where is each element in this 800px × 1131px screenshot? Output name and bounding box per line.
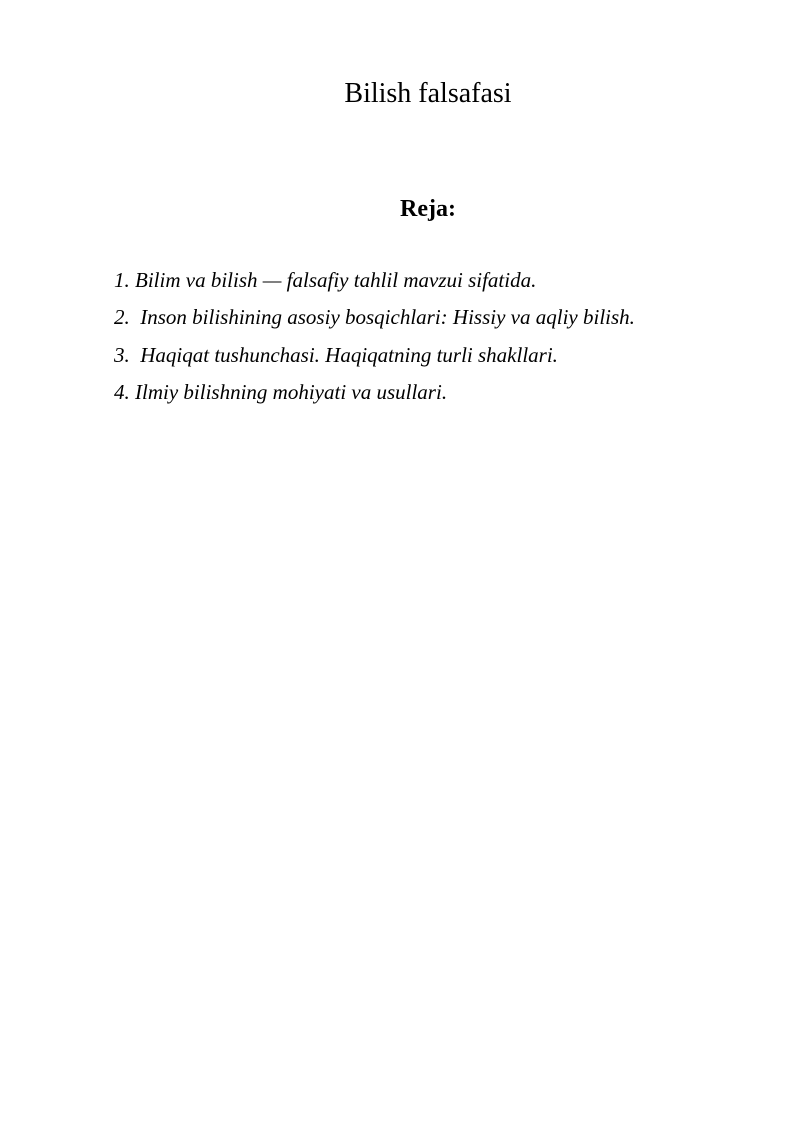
plan-item-3: 3. Haqiqat tushunchasi. Haqiqatning turli shakllari. (114, 342, 558, 367)
plan-item-2: 2. Inson bilishining asosiy bosqichlari: Hissiy va aqliy bilish. (114, 305, 635, 330)
plan-item-4: 4. Ilmiy bilishning mohiyati va usullari. (114, 379, 448, 404)
plan-item-1: 1. Bilim va bilish — falsafiy tahlil mavzui sifatida. (114, 268, 537, 292)
plan-list (114, 262, 754, 411)
plan-heading: Reja: (400, 196, 456, 222)
document-title: Bilish falsafasi (344, 78, 512, 109)
